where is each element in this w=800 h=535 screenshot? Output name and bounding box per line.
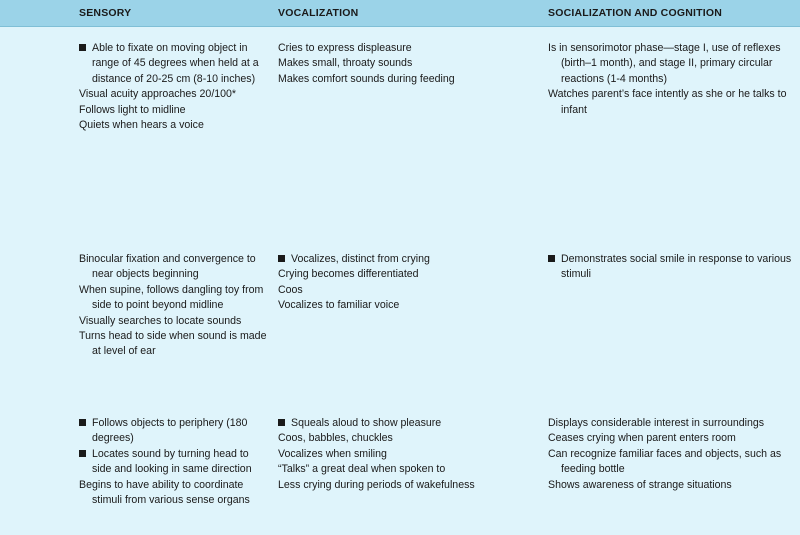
- cell-text: Visual acuity approaches 20/100*: [79, 88, 237, 101]
- square-bullet-icon: [548, 255, 555, 262]
- cell-text: Less crying during periods of wakefulness: [278, 478, 475, 491]
- cell-line: [278, 462, 518, 477]
- cell-line: [548, 478, 788, 493]
- cell-text: Shows awareness of strange situations: [548, 478, 732, 491]
- cell-line: [278, 267, 518, 282]
- cell-text: Displays considerable interest in surroundings: [548, 417, 765, 429]
- cell-text: Coos, babbles, chuckles: [278, 432, 393, 445]
- cell-text: side and looking in same direction: [92, 463, 252, 476]
- row3-vocalization: [278, 416, 518, 493]
- cell-line: [79, 493, 319, 508]
- cell-text: Ceases crying when parent enters room: [548, 432, 736, 445]
- cell-line: [548, 72, 788, 87]
- cell-text: Watches parent’s face intently as she or he talks to: [548, 88, 787, 101]
- cell-text: Visually searches to locate sounds: [79, 314, 242, 327]
- cell-text: Begins to have ability to coordinate: [79, 478, 244, 491]
- cell-line: [278, 478, 518, 493]
- cell-line: [278, 41, 518, 56]
- square-bullet-icon: [79, 44, 86, 51]
- square-bullet-icon: [79, 419, 86, 426]
- cell-line: [79, 344, 319, 359]
- row2-vocalization: [278, 252, 518, 314]
- cell-text: feeding bottle: [561, 463, 625, 476]
- cell-line: [79, 118, 319, 133]
- cell-text: Able to fixate on moving object in: [92, 42, 248, 54]
- cell-text: “Talks” a great deal when spoken to: [278, 463, 446, 476]
- square-bullet-icon: [278, 419, 285, 426]
- cell-text: Follows objects to periphery (180: [92, 417, 248, 429]
- cell-line: [278, 431, 518, 446]
- cell-text: Crying becomes differentiated: [278, 268, 419, 281]
- cell-text: at level of ear: [92, 345, 156, 358]
- cell-text: Is in sensorimotor phase—stage I, use of reflexes: [548, 42, 781, 54]
- cell-line: [278, 283, 518, 298]
- cell-text: Quiets when hears a voice: [79, 119, 204, 132]
- cell-line: [278, 72, 518, 87]
- cell-line: [79, 314, 319, 329]
- header-sensory: SENSORY: [79, 7, 132, 19]
- square-bullet-icon: [278, 255, 285, 262]
- cell-text: Makes small, throaty sounds: [278, 57, 413, 70]
- cell-text: Makes comfort sounds during feeding: [278, 72, 455, 85]
- cell-line: [79, 329, 319, 344]
- cell-text: reactions (1-4 months): [561, 72, 667, 85]
- cell-line: [278, 56, 518, 71]
- cell-text: Binocular fixation and convergence to: [79, 253, 256, 265]
- cell-line: [79, 103, 319, 118]
- cell-text: distance of 20-25 cm (8-10 inches): [92, 72, 256, 85]
- cell-line: [548, 87, 788, 102]
- cell-line: [548, 267, 788, 282]
- header-socialization: SOCIALIZATION AND COGNITION: [548, 7, 722, 19]
- cell-text: Cries to express displeasure: [278, 42, 412, 54]
- cell-text: Locates sound by turning head to: [92, 447, 249, 460]
- cell-text: infant: [561, 103, 587, 116]
- row2-socialization: [548, 252, 792, 283]
- cell-text: When supine, follows dangling toy from: [79, 283, 264, 296]
- cell-line: [278, 416, 518, 431]
- cell-text: Can recognize familiar faces and objects, such as: [548, 447, 782, 460]
- row1-socialization: [548, 41, 788, 118]
- cell-text: Turns head to side when sound is made: [79, 330, 267, 343]
- row3-socialization: [548, 416, 788, 493]
- cell-line: [548, 447, 788, 462]
- cell-line: [548, 41, 788, 56]
- cell-line: [278, 447, 518, 462]
- cell-line: [79, 87, 319, 102]
- cell-text: Vocalizes to familiar voice: [278, 299, 400, 312]
- cell-text: Coos: [278, 283, 303, 296]
- cell-text: (birth–1 month), and stage II, primary circular: [561, 57, 773, 70]
- cell-line: [548, 103, 788, 118]
- cell-line: [548, 431, 788, 446]
- row1-vocalization: [278, 41, 518, 87]
- cell-text: range of 45 degrees when held at a: [92, 57, 259, 70]
- cell-text: side to point beyond midline: [92, 299, 224, 312]
- cell-text: Squeals aloud to show pleasure: [291, 417, 442, 429]
- square-bullet-icon: [79, 450, 86, 457]
- cell-text: stimuli from various sense organs: [92, 494, 250, 507]
- cell-text: Vocalizes, distinct from crying: [291, 253, 430, 265]
- cell-line: [278, 298, 518, 313]
- cell-text: Vocalizes when smiling: [278, 447, 387, 460]
- cell-text: degrees): [92, 432, 134, 445]
- cell-line: [548, 56, 788, 71]
- cell-text: near objects beginning: [92, 268, 199, 281]
- table-header: [0, 0, 800, 27]
- header-vocalization: VOCALIZATION: [278, 7, 359, 19]
- cell-line: [548, 252, 792, 267]
- cell-line: [548, 416, 788, 431]
- cell-line: [278, 252, 518, 267]
- cell-text: Follows light to midline: [79, 103, 186, 116]
- cell-text: stimuli: [561, 268, 592, 281]
- cell-line: [548, 462, 788, 477]
- cell-text: Demonstrates social smile in response to various: [561, 253, 792, 265]
